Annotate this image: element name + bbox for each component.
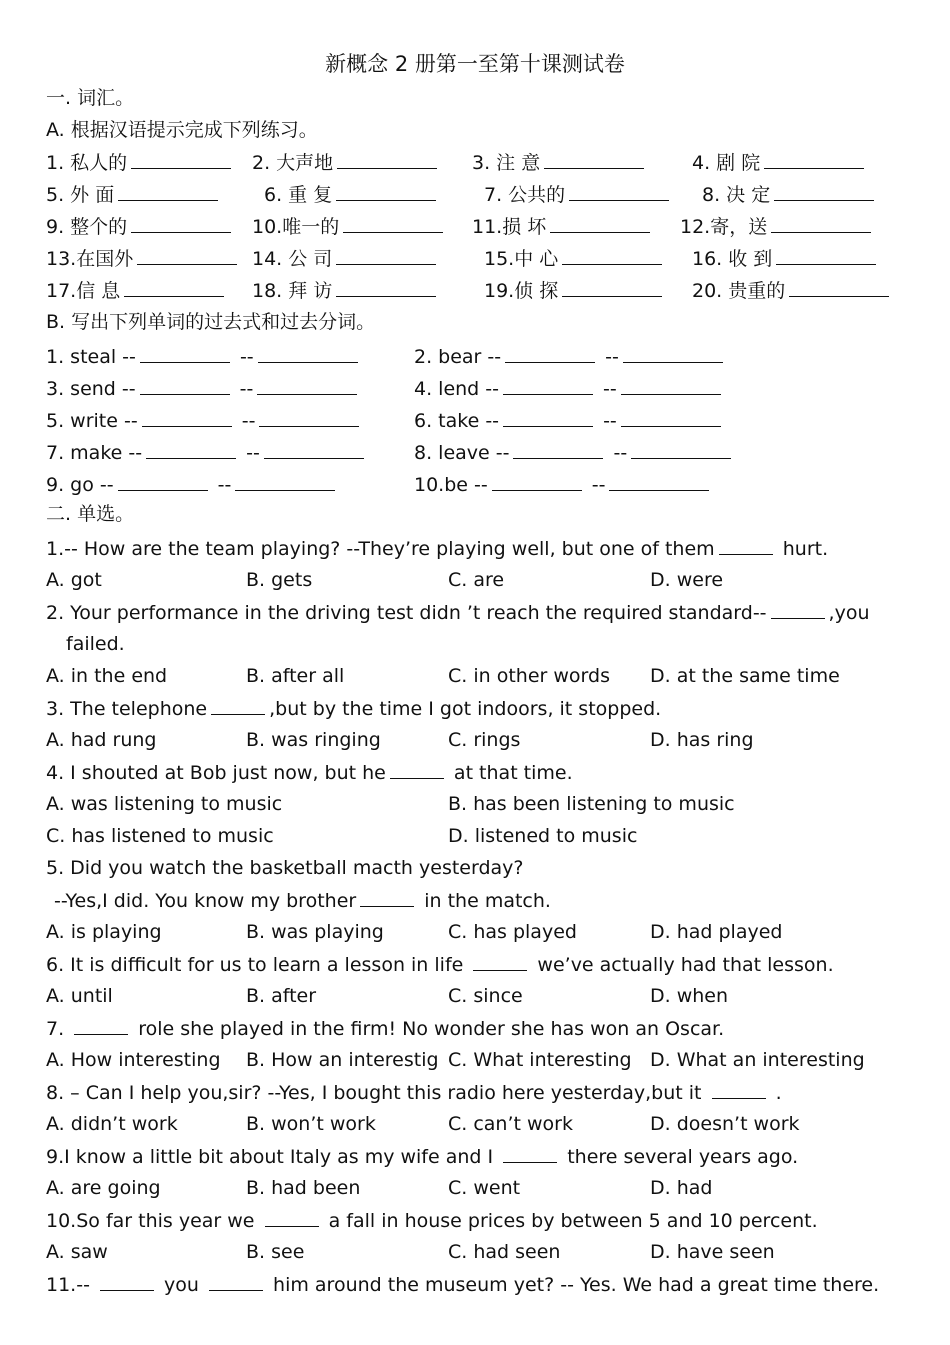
option-a[interactable]: A. is playing [46,921,162,943]
question-text: 9.I know a little bit about Italy as my wife and I [46,1146,494,1168]
verb-label: 9. go -- [46,474,114,496]
question-text: 1.-- How are the team playing? --They’re playing well, but one of them [46,538,715,560]
verb-label: 6. take -- [414,410,500,432]
dash-separator: -- [591,474,606,496]
option-a[interactable]: A. had rung [46,729,157,751]
option-d[interactable]: D. when [650,985,729,1007]
question-2-continued: failed. [66,633,125,655]
vocab-label: 15.中 心 [484,248,559,270]
question-text: 4. I shouted at Bob just now, but he [46,762,386,784]
option-d[interactable]: D. had played [650,921,783,943]
answer-blank[interactable] [124,274,224,297]
question-3 [46,692,926,724]
option-c[interactable]: C. rings [448,729,521,751]
answer-blank[interactable] [337,146,437,169]
answer-blank[interactable] [118,468,208,491]
option-b[interactable]: B. had been [246,1177,361,1199]
answer-blank[interactable] [131,210,231,233]
option-d[interactable]: D. has ring [650,729,754,751]
question-8 [46,1076,926,1108]
question-text: hurt. [782,538,829,560]
option-b[interactable]: B. was ringing [246,729,381,751]
answer-blank[interactable] [771,210,871,233]
option-d[interactable]: D. at the same time [650,665,840,687]
question-4 [46,756,926,788]
answer-blank[interactable] [621,404,721,427]
vocab-label: 9. 整个的 [46,216,128,238]
question-6 [46,948,926,980]
answer-blank[interactable] [137,242,237,265]
vocab-label: 4. 剧 院 [692,152,761,174]
options-row [46,564,926,596]
answer-blank[interactable] [774,178,874,201]
option-b[interactable]: B. after [246,985,317,1007]
vocab-label: 1. 私人的 [46,152,128,174]
question-text: 10.So far this year we [46,1210,255,1232]
options-row [46,820,926,852]
answer-blank[interactable] [336,274,436,297]
verb-row [46,404,926,436]
dash-separator: -- [246,442,260,464]
answer-blank[interactable] [789,274,889,297]
question-text: --Yes,I did. You know my brother [54,890,357,912]
answer-blank[interactable] [264,436,364,459]
question-text: 8. – Can I help you,sir? --Yes, I bought this radio here yesterday,but it [46,1082,702,1104]
option-d[interactable]: D. have seen [650,1241,775,1263]
verb-label: 3. send -- [46,378,136,400]
answer-blank[interactable] [771,596,825,619]
answer-blank[interactable] [390,756,444,779]
answer-blank[interactable] [118,178,218,201]
vocab-row [46,178,926,210]
answer-blank[interactable] [764,146,864,169]
question-text: ,but by the time I got indoors, it stopped. [269,698,662,720]
question-7 [46,1012,926,1044]
dash-separator: -- [217,474,232,496]
dash-separator: -- [603,378,617,400]
answer-blank[interactable] [609,468,709,491]
verb-label: 4. lend -- [414,378,499,400]
options-row [46,1172,926,1204]
answer-blank[interactable] [235,468,335,491]
question-text: you [164,1274,199,1296]
option-c[interactable]: C. has played [448,921,577,943]
question-11 [46,1268,926,1300]
vocab-label: 18. 拜 访 [252,280,333,302]
options-row [46,724,926,756]
question-text: 6. It is difficult for us to learn a lesson in life [46,954,464,976]
answer-blank[interactable] [562,274,662,297]
vocab-label: 16. 收 到 [692,248,773,270]
vocab-label: 3. 注 意 [472,152,541,174]
dash-separator: -- [239,378,254,400]
option-c[interactable]: C. are [448,569,505,591]
question-text: . [775,1082,782,1104]
question-5-continued [54,884,934,916]
answer-blank[interactable] [259,404,359,427]
answer-blank[interactable] [257,372,357,395]
option-a[interactable]: A. got [46,569,102,591]
verb-row [46,340,926,372]
partB-instruction: B. 写出下列单词的过去式和过去分词。 [46,311,376,333]
vocab-label: 13.在国外 [46,248,134,270]
answer-blank[interactable] [503,1140,557,1163]
answer-blank[interactable] [265,1204,319,1227]
answer-blank[interactable] [336,242,436,265]
option-b[interactable]: B. see [246,1241,305,1263]
options-row [46,1108,926,1140]
answer-blank[interactable] [544,146,644,169]
vocab-label: 12.寄，送 [680,216,768,238]
option-c[interactable]: C. had seen [448,1241,561,1263]
option-c[interactable]: C. went [448,1177,521,1199]
option-c[interactable]: C. can’t work [448,1113,573,1135]
vocab-label: 7. 公共的 [484,184,566,206]
option-a[interactable]: A. until [46,985,113,1007]
answer-blank[interactable] [503,404,593,427]
question-9 [46,1140,926,1172]
answer-blank[interactable] [258,340,358,363]
option-d[interactable]: D. listened to music [448,825,638,847]
answer-blank[interactable] [776,242,876,265]
option-d[interactable]: D. had [650,1177,713,1199]
vocab-row [46,274,926,306]
question-text: a fall in house prices by between 5 and 10 percent. [328,1210,818,1232]
dash-separator: -- [613,442,628,464]
answer-blank[interactable] [211,692,265,715]
question-text: in the match. [424,890,551,912]
vocab-row [46,146,926,178]
option-c[interactable]: C. What interesting [448,1049,632,1071]
question-text: role she played in the firm! No wonder she has won an Oscar. [138,1018,725,1040]
vocab-label: 6. 重 复 [264,184,333,206]
option-c[interactable]: C. in other words [448,665,610,687]
verb-label: 2. bear -- [414,346,502,368]
option-a[interactable]: A. didn’t work [46,1113,178,1135]
answer-blank[interactable] [712,1076,766,1099]
answer-blank[interactable] [140,372,230,395]
vocab-label: 2. 大声地 [252,152,334,174]
answer-blank[interactable] [513,436,603,459]
answer-blank[interactable] [719,532,773,555]
answer-blank[interactable] [550,210,650,233]
question-text: 11.-- [46,1274,90,1296]
answer-blank[interactable] [146,436,236,459]
vocab-label: 11.损 坏 [472,216,547,238]
options-row [46,980,926,1012]
question-text: 3. The telephone [46,698,208,720]
answer-blank[interactable] [336,178,436,201]
question-text: ,you [828,602,870,624]
vocab-label: 5. 外 面 [46,184,115,206]
question-1 [46,532,926,564]
vocab-label: 10.唯一的 [252,216,340,238]
answer-blank[interactable] [343,210,443,233]
verb-row [46,436,926,468]
dash-separator: -- [605,346,619,368]
vocab-label: 14. 公 司 [252,248,333,270]
option-a[interactable]: A. saw [46,1241,108,1263]
verb-label: 8. leave -- [414,442,510,464]
verb-label: 5. write -- [46,410,138,432]
question-text: we’ve actually had that lesson. [537,954,834,976]
vocab-label: 8. 决 定 [702,184,771,206]
option-b[interactable]: B. has been listening to music [448,793,735,815]
options-row [46,916,926,948]
verb-label: 10.be -- [414,474,488,496]
answer-blank[interactable] [100,1268,154,1291]
option-a[interactable]: A. in the end [46,665,168,687]
dash-separator: -- [241,410,256,432]
section2-heading: 二. 单选。 [46,503,135,525]
section1-heading: 一. 词汇。 [46,87,135,109]
answer-blank[interactable] [209,1268,263,1291]
question-text: there several years ago. [567,1146,799,1168]
option-a[interactable]: A. was listening to music [46,793,283,815]
answer-blank[interactable] [562,242,662,265]
question-text: 2. Your performance in the driving test didn ’t reach the required standard-- [46,602,767,624]
answer-blank[interactable] [131,146,231,169]
option-c[interactable]: C. since [448,985,523,1007]
option-b[interactable]: B. gets [246,569,313,591]
answer-blank[interactable] [140,340,230,363]
options-row [46,660,926,692]
verb-label: 1. steal -- [46,346,136,368]
answer-blank[interactable] [505,340,595,363]
vocab-row [46,242,926,274]
option-a[interactable]: A. How interesting [46,1049,221,1071]
answer-blank[interactable] [503,372,593,395]
answer-blank[interactable] [623,340,723,363]
answer-blank[interactable] [473,948,527,971]
question-5: 5. Did you watch the basketball macth yesterday? [46,857,524,879]
answer-blank[interactable] [569,178,669,201]
question-text: 7. [46,1018,65,1040]
option-b[interactable]: B. won’t work [246,1113,376,1135]
question-2 [46,596,926,628]
options-row [46,788,926,820]
verb-row [46,372,926,404]
vocab-label: 17.信 息 [46,280,121,302]
answer-blank[interactable] [142,404,232,427]
question-10 [46,1204,926,1236]
option-d[interactable]: D. What an interesting [650,1049,865,1071]
option-d[interactable]: D. doesn’t work [650,1113,800,1135]
partA-instruction: A. 根据汉语提示完成下列练习。 [46,119,318,141]
verb-row [46,468,926,500]
vocab-label: 19.侦 探 [484,280,559,302]
answer-blank[interactable] [492,468,582,491]
question-text: at that time. [453,762,573,784]
option-b[interactable]: B. How an interestig [246,1049,439,1071]
vocab-label: 20. 贵重的 [692,280,786,302]
question-text: him around the museum yet? -- Yes. We had a great time there. [273,1274,880,1296]
verb-label: 7. make -- [46,442,143,464]
dash-separator: -- [603,410,617,432]
vocab-row [46,210,926,242]
option-b[interactable]: B. after all [246,665,345,687]
option-c[interactable]: C. has listened to music [46,825,274,847]
dash-separator: -- [239,346,254,368]
page-title: 新概念 2 册第一至第十课测试卷 [325,52,625,76]
options-row [46,1236,926,1268]
answer-blank[interactable] [74,1012,128,1035]
option-a[interactable]: A. are going [46,1177,161,1199]
answer-blank[interactable] [621,372,721,395]
options-row [46,1044,926,1076]
answer-blank[interactable] [360,884,414,907]
option-b[interactable]: B. was playing [246,921,384,943]
option-d[interactable]: D. were [650,569,724,591]
answer-blank[interactable] [631,436,731,459]
